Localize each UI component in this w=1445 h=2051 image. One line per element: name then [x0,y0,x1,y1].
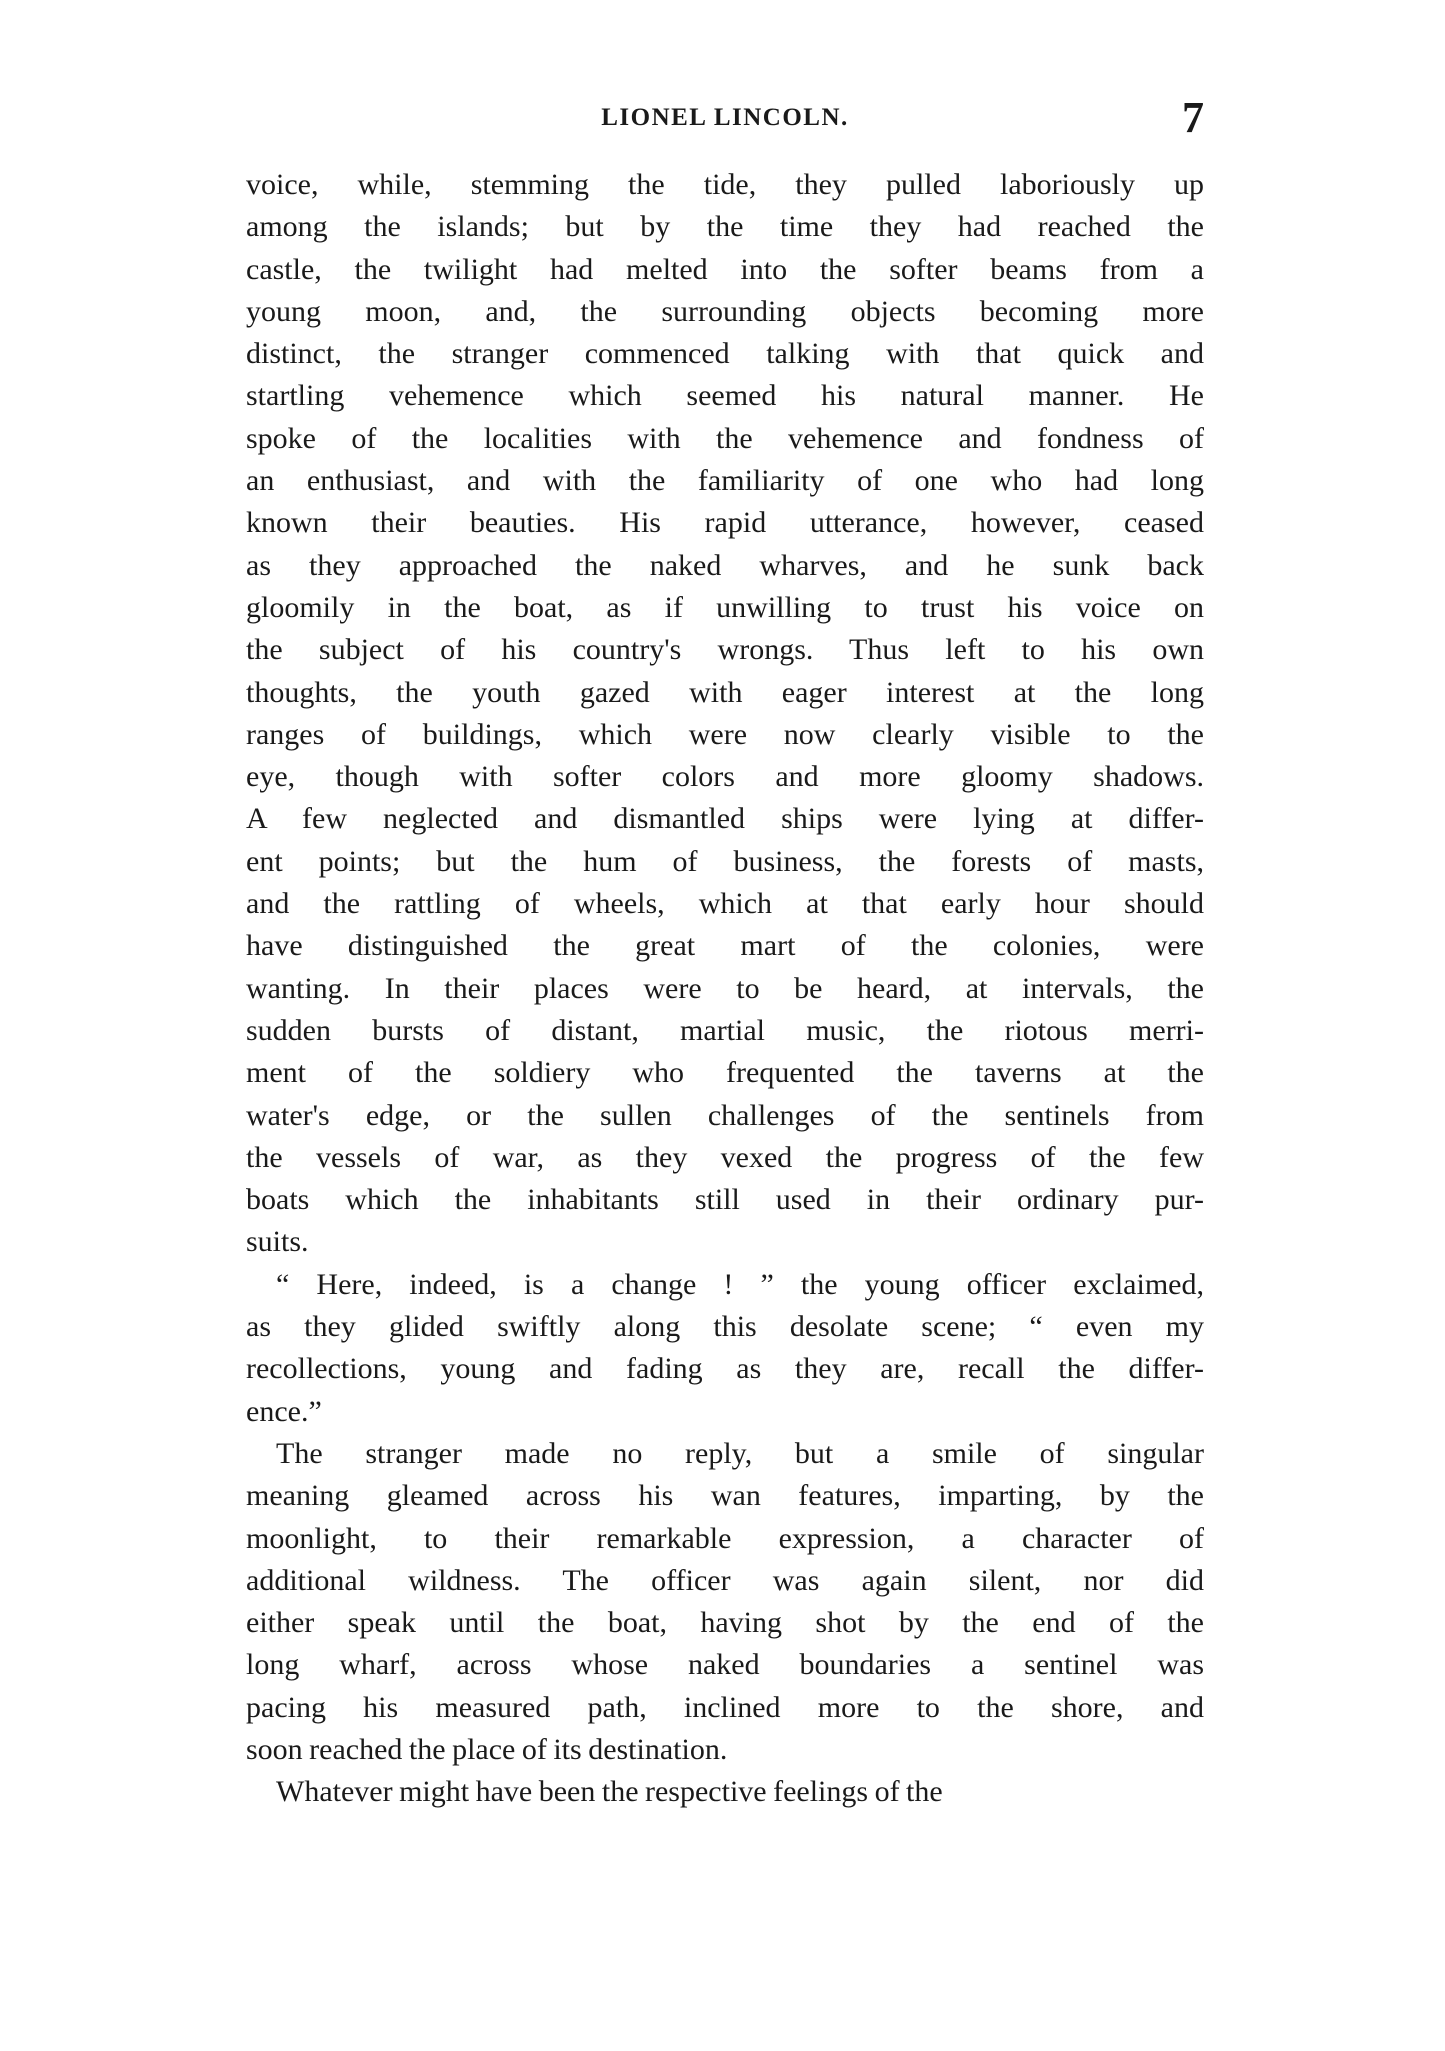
running-title: LIONEL LINCOLN. [601,104,849,131]
page-number: 7 [1182,93,1204,142]
text-line: suits. [246,1225,309,1259]
text-line: the subject of his country's wrongs. Thus left to his own [246,633,1204,667]
text-line: boats which the inhabitants still used in their ordinary pur- [246,1183,1204,1217]
text-line: wanting. In their places were to be heard, at intervals, the [246,971,1204,1005]
text-line: startling vehemence which seemed his natural manner. He [246,379,1204,413]
text-line: ent points; but the hum of business, the forests of masts, [246,844,1204,878]
running-head [246,93,1204,158]
text-line: A few neglected and dismantled ships were lying at differ- [246,802,1204,836]
text-line: water's edge, or the sullen challenges of the sentinels from [246,1098,1204,1132]
text-line: castle, the twilight had melted into the softer beams from a [246,252,1204,286]
text-line: known their beauties. His rapid utterance, however, ceased [246,506,1204,540]
text-line: sudden bursts of distant, martial music, the riotous merri- [246,1013,1204,1047]
text-line: as they approached the naked wharves, and he sunk back [246,548,1204,582]
text-line: ment of the soldiery who frequented the taverns at the [246,1056,1204,1090]
text-line: as they glided swiftly along this desolate scene; “ even my [246,1310,1204,1344]
text-line: Whatever might have been the respective feelings of the [276,1775,943,1809]
text-line: additional wildness. The officer was again silent, nor did [246,1563,1204,1597]
text-line: an enthusiast, and with the familiarity of one who had long [246,464,1204,498]
paragraph [246,164,1204,1264]
paragraph [246,1433,1204,1771]
text-line: “ Here, indeed, is a change ! ” the young officer exclaimed, [276,1267,1204,1301]
text-line: recollections, young and fading as they are, recall the differ- [246,1352,1204,1386]
text-line: among the islands; but by the time they had reached the [246,210,1204,244]
text-line: meaning gleamed across his wan features, imparting, by the [246,1479,1204,1513]
text-line: gloomily in the boat, as if unwilling to trust his voice on [246,590,1204,624]
body-text [246,164,1204,1814]
text-line: moonlight, to their remarkable expression, a character of [246,1521,1204,1555]
text-line: pacing his measured path, inclined more to the shore, and [246,1690,1204,1724]
text-line: eye, though with softer colors and more gloomy shadows. [246,760,1204,794]
paragraph [246,1264,1204,1433]
text-line: have distinguished the great mart of the colonies, were [246,929,1204,963]
text-line: distinct, the stranger commenced talking with that quick and [246,337,1204,371]
text-line: ence.” [246,1394,322,1428]
text-line: and the rattling of wheels, which at that early hour should [246,887,1204,921]
text-line: ranges of buildings, which were now clearly visible to the [246,717,1204,751]
text-line: The stranger made no reply, but a smile of singular [276,1436,1204,1470]
text-line: the vessels of war, as they vexed the progress of the few [246,1140,1204,1174]
paragraph [246,1771,1204,1813]
text-line: spoke of the localities with the vehemence and fondness of [246,421,1204,455]
text-line: thoughts, the youth gazed with eager interest at the long [246,675,1204,709]
text-line: either speak until the boat, having shot by the end of the [246,1606,1204,1640]
text-line: voice, while, stemming the tide, they pulled laboriously up [246,168,1204,201]
text-line: long wharf, across whose naked boundaries a sentinel was [246,1648,1204,1682]
text-line: soon reached the place of its destination. [246,1732,728,1766]
text-line: young moon, and, the surrounding objects becoming more [246,294,1204,328]
